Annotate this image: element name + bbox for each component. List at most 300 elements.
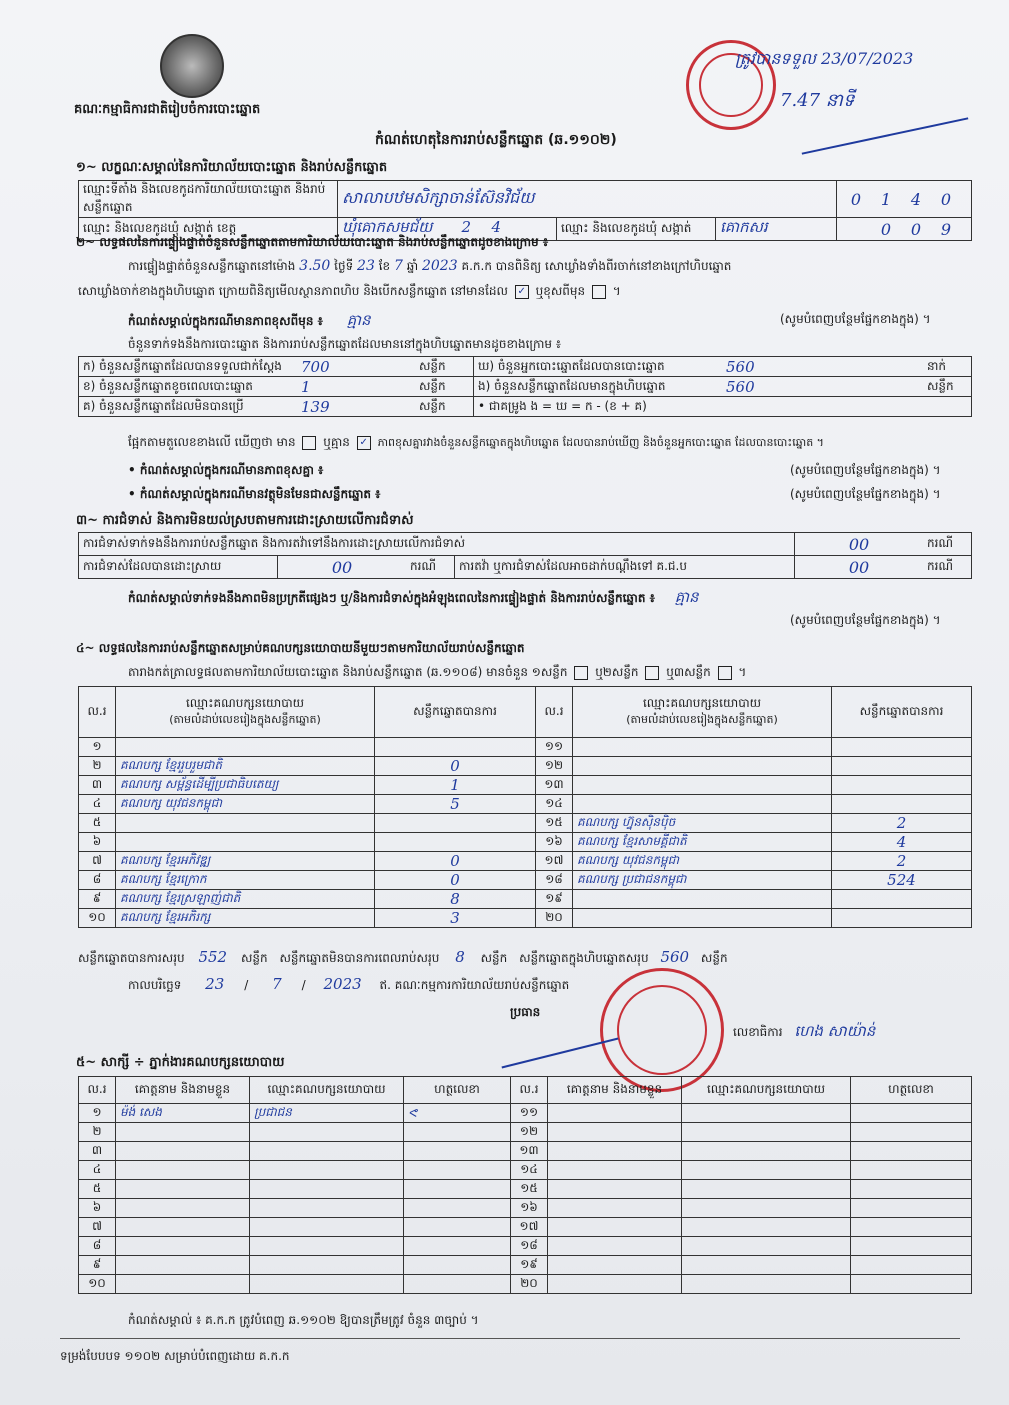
- col-party-left-title: ឈ្មោះគណបក្សនយោបាយ: [185, 696, 305, 710]
- witness-sign: [851, 1104, 972, 1123]
- witness-party: [250, 1161, 404, 1180]
- witness-party: [682, 1161, 851, 1180]
- col-party-right-title: ឈ្មោះគណបក្សនយោបាយ: [642, 696, 762, 710]
- col-party-right: [573, 687, 832, 738]
- total-box-unit: សន្លឹក: [700, 951, 728, 965]
- section1-table: [78, 180, 972, 241]
- commune-label: ឈ្មោះ និងលេខកូដឃុំ សង្កាត់ ខេត្ត: [79, 218, 338, 241]
- w-col-name-right: គោត្តនាម និងនាមខ្លួន: [548, 1077, 682, 1104]
- witness-no: ៥: [79, 1180, 116, 1199]
- section2-fill-hint: (សូមបំពេញបន្ថែមផ្នែកខាងក្នុង) ។: [780, 312, 931, 326]
- witness-party: [250, 1256, 404, 1275]
- objection-row2-unit: ករណី: [406, 556, 455, 579]
- counts-table: [78, 356, 972, 417]
- witness-sign: [404, 1218, 511, 1237]
- result-votes: 0: [375, 871, 536, 890]
- witness-no: ២: [79, 1123, 116, 1142]
- commune-name: ឃុំគោកសមជ័យ: [342, 218, 433, 236]
- total-box: 560: [660, 948, 690, 966]
- result-no: ១៧: [536, 852, 573, 871]
- results-row: [79, 757, 972, 776]
- witness-name: [116, 1123, 250, 1142]
- result-party: [573, 776, 832, 795]
- witness-party: [682, 1180, 851, 1199]
- result-no: ៦: [79, 833, 116, 852]
- witness-party: [250, 1123, 404, 1142]
- secretary-label: លេខាធិការ: [733, 1025, 783, 1039]
- result-votes: [832, 795, 972, 814]
- witness-sign: [851, 1123, 972, 1142]
- result-votes: [375, 738, 536, 757]
- results-row: [79, 776, 972, 795]
- objections-table: [78, 532, 972, 579]
- result-party: [573, 738, 832, 757]
- witness-row: [79, 1275, 972, 1294]
- result-party: [573, 890, 832, 909]
- station-code-1: 0: [850, 189, 862, 209]
- witness-name: [116, 1237, 250, 1256]
- results-row: [79, 795, 972, 814]
- witness-no: ២០: [511, 1275, 548, 1294]
- result-party: គណបក្ស ខ្មែរសាមគ្គីជាតិ: [573, 833, 832, 852]
- witness-row: [79, 1123, 972, 1142]
- committee-label: ឥ. គណៈកម្មការការិយាល័យរាប់សន្លឹកឆ្នោត: [379, 978, 570, 992]
- section3-fill-hint: (សូមបំពេញបន្ថែមផ្នែកខាងក្នុង) ។: [790, 613, 941, 627]
- count-unit-a: សន្លឹក: [415, 357, 474, 377]
- village-code-3: 9: [940, 219, 952, 239]
- result-votes: 3: [375, 909, 536, 928]
- witness-sign: [851, 1180, 972, 1199]
- day-value: 23: [357, 258, 375, 274]
- result-no: ២០: [536, 909, 573, 928]
- result-party: គណបក្ស ខ្មែរក្រោក: [116, 871, 375, 890]
- count-label-c: គ) ចំនួនសន្លឹកឆ្នោតដែលមិនបានប្រើ: [79, 397, 298, 417]
- witness-party: ប្រជាជន: [250, 1104, 404, 1123]
- witness-name: [548, 1180, 682, 1199]
- result-votes: 524: [832, 871, 972, 890]
- result-party: គណបក្ស ខ្មែរអភិវឌ្ឍ: [116, 852, 375, 871]
- witness-no: ៣: [79, 1142, 116, 1161]
- section3-note: [128, 588, 699, 610]
- result-no: ១៨: [536, 871, 573, 890]
- witness-sign: [851, 1142, 972, 1161]
- station-code-3: 4: [910, 189, 922, 209]
- witness-no: ១២: [511, 1123, 548, 1142]
- results-row: [79, 871, 972, 890]
- result-votes: 0: [375, 757, 536, 776]
- witness-no: ១៩: [511, 1256, 548, 1275]
- chair-signature: [502, 1038, 619, 1069]
- witness-sign: [851, 1256, 972, 1275]
- total-box-label: សន្លឹកឆ្នោតក្នុងហិបឆ្នោតសរុប: [519, 951, 649, 965]
- sheet-count-line: តារាងកត់ត្រាលទ្ធផលតាមការិយាល័យបោះឆ្នោត និងរាប់សន្លឹកឆ្នោត (ឆ.១១០៨) មានចំនួន ១សន្លឹក ឬ២សន្លឹក ឬ៣សន្លឹក ។: [128, 665, 747, 679]
- witness-name: [116, 1256, 250, 1275]
- compare-or: ឬគ្មាន: [323, 435, 350, 449]
- count-value-d: 560: [722, 357, 923, 377]
- witness-row: [79, 1142, 972, 1161]
- col-party-right-sub: (តាមលំដាប់លេខរៀងក្នុងសន្លឹកឆ្នោត): [626, 713, 778, 726]
- witness-party: [250, 1142, 404, 1161]
- result-no: ១៣: [536, 776, 573, 795]
- witness-name: [548, 1275, 682, 1294]
- result-party: [573, 909, 832, 928]
- total-invalid-unit: សន្លឹក: [480, 951, 508, 965]
- witness-party: [250, 1275, 404, 1294]
- witness-no: ៨: [79, 1237, 116, 1256]
- secretary-line: [733, 1022, 875, 1044]
- count-unit-d: នាក់: [923, 357, 972, 377]
- checkbox-has-diff[interactable]: [302, 436, 316, 450]
- result-no: ៥: [79, 814, 116, 833]
- bullet-2: • កំណត់សម្គាល់ក្នុងករណីមានវត្ថុមិនមែនជាសន្លឹកឆ្នោត ៖: [128, 487, 381, 501]
- total-valid-unit: សន្លឹក: [240, 951, 268, 965]
- count-unit-b: សន្លឹក: [415, 377, 474, 397]
- footer-divider: [60, 1338, 960, 1339]
- result-party: [573, 795, 832, 814]
- result-votes: [832, 909, 972, 928]
- section2-note-label: កំណត់សម្គាល់ក្នុងករណីមានភាពខុសពីមុន ៖: [128, 314, 323, 328]
- w-col-sign-left: ហត្ថលេខា: [404, 1077, 511, 1104]
- section2-heading: ២~ លទ្ធផលនៃការផ្ទៀងផ្ទាត់ចំនួនសន្លឹកឆ្នោតតាមការិយាល័យបោះឆ្នោត និងរាប់សន្លឹកឆ្នោតដូចខាងក្រោម ៖: [76, 235, 549, 249]
- witness-name: [548, 1256, 682, 1275]
- witness-sign: [851, 1237, 972, 1256]
- checkbox-same[interactable]: ✓: [515, 285, 529, 299]
- date-month: 7: [272, 975, 282, 993]
- witness-sign: ᕙ: [404, 1104, 511, 1123]
- witness-no: ១៣: [511, 1142, 548, 1161]
- footer-note: កំណត់សម្គាល់ ៖ គ.ក.ក ត្រូវបំពេញ ឆ.១១០២ ឱ្យបានត្រឹមត្រូវ ចំនួន ៣ច្បាប់ ។: [128, 1313, 479, 1327]
- witness-name: [548, 1237, 682, 1256]
- col-party-left-sub: (តាមលំដាប់លេខរៀងក្នុងសន្លឹកឆ្នោត): [169, 713, 321, 726]
- result-party: [116, 814, 375, 833]
- col-no-left: ល.រ: [79, 687, 116, 738]
- witness-party: [250, 1237, 404, 1256]
- w-col-no-right: ល.រ: [511, 1077, 548, 1104]
- received-time: 7.47 នាទី: [780, 90, 855, 111]
- result-votes: [375, 814, 536, 833]
- results-row: [79, 833, 972, 852]
- result-party: [116, 738, 375, 757]
- day-label: ថ្ងៃទី: [334, 259, 354, 273]
- witness-row: [79, 1256, 972, 1275]
- witness-sign: [404, 1256, 511, 1275]
- w-col-party-right: ឈ្មោះគណបក្សនយោបាយ: [682, 1077, 851, 1104]
- result-no: ១៥: [536, 814, 573, 833]
- witness-name: [548, 1142, 682, 1161]
- sheet-or2: ឬ២សន្លឹក: [595, 665, 639, 679]
- results-row: [79, 909, 972, 928]
- date-label: កាលបរិច្ឆេទ: [128, 978, 182, 992]
- section2-subheading: ចំនួនទាក់ទងនឹងការបោះឆ្នោត និងការរាប់សន្លឹកឆ្នោតដែលមាននៅក្នុងហិបឆ្នោតមានដូចខាងក្រោម ៖: [128, 337, 562, 351]
- witness-sign: [404, 1123, 511, 1142]
- count-label-e: ង) ចំនួនសន្លឹកឆ្នោតដែលមានក្នុងហិបឆ្នោត: [474, 377, 723, 397]
- line2-text: សោឃ្លាំងចាក់ខាងក្នុងហិបឆ្នោត ក្រោយពិនិត្យមើលស្ថានភាពហិប និងបើកសន្លឹកឆ្នោត នៅមានដែល: [78, 284, 508, 298]
- station-code-4: 0: [940, 189, 952, 209]
- witness-name: [548, 1123, 682, 1142]
- result-party: គណបក្ស ខ្មែរអភិរក្ស: [116, 909, 375, 928]
- bullet1-fill-hint: (សូមបំពេញបន្ថែមផ្នែកខាងក្នុង) ។: [790, 463, 941, 477]
- checkbox-1-sheet[interactable]: [574, 666, 588, 680]
- chair-label: ប្រធាន: [510, 1005, 541, 1019]
- result-no: ៣: [79, 776, 116, 795]
- witness-party: [682, 1256, 851, 1275]
- bullet-1: • កំណត់សម្គាល់ក្នុងករណីមានភាពខុសគ្នា ៖: [128, 463, 324, 477]
- witness-no: ១៨: [511, 1237, 548, 1256]
- top-signature: [802, 117, 969, 154]
- result-votes: 0: [375, 852, 536, 871]
- witness-no: ១៦: [511, 1199, 548, 1218]
- witness-party: [682, 1104, 851, 1123]
- results-table: [78, 686, 972, 928]
- result-votes: 1: [375, 776, 536, 795]
- witness-no: ៧: [79, 1218, 116, 1237]
- result-votes: 2: [832, 852, 972, 871]
- result-party: គណបក្ស សម្ព័ន្ធដើម្បីប្រជាធិបតេយ្យ: [116, 776, 375, 795]
- bullet2-fill-hint: (សូមបំពេញបន្ថែមផ្នែកខាងក្នុង) ។: [790, 487, 941, 501]
- w-col-name-left: គោត្តនាម និងនាមខ្លួន: [116, 1077, 250, 1104]
- line1-rest: គ.ក.ក បានពិនិត្យ សោឃ្លាំងទាំងពីរចាក់នៅខាងក្រៅហិបឆ្នោត: [461, 259, 732, 273]
- result-party: [116, 833, 375, 852]
- witness-no: ១៥: [511, 1180, 548, 1199]
- checkbox-3-sheets[interactable]: [718, 666, 732, 680]
- objection-row2-unit2: ករណី: [923, 556, 972, 579]
- counts-row: [79, 377, 972, 397]
- result-no: ១៦: [536, 833, 573, 852]
- w-col-sign-right: ហត្ថលេខា: [851, 1077, 972, 1104]
- result-no: ១០: [79, 909, 116, 928]
- col-no-right: ល.រ: [536, 687, 573, 738]
- witness-row: [79, 1104, 972, 1123]
- objection-row1-label: ការជំទាស់ទាក់ទងនឹងការរាប់សន្លឹកឆ្នោត និងការតវ៉ាទៅនឹងការដោះស្រាយលើការជំទាស់: [79, 533, 795, 556]
- witness-row: [79, 1199, 972, 1218]
- sheet-or3: ឬ៣សន្លឹក: [666, 665, 711, 679]
- witness-no: ៤: [79, 1161, 116, 1180]
- received-date: ត្រូវបានទទួល 23/07/2023: [735, 49, 914, 68]
- result-votes: [832, 776, 972, 795]
- witness-sign: [851, 1218, 972, 1237]
- witness-no: ១: [79, 1104, 116, 1123]
- result-no: ១១: [536, 738, 573, 757]
- objection-row2-value: 00: [278, 556, 407, 579]
- result-no: ៧: [79, 852, 116, 871]
- org-name: គណៈកម្មាធិការជាតិរៀបចំការបោះឆ្នោត: [74, 102, 261, 117]
- date-day: 23: [205, 975, 225, 993]
- result-no: ៤: [79, 795, 116, 814]
- witness-table: [78, 1076, 972, 1294]
- witness-name: [548, 1161, 682, 1180]
- line2-end: ឬខុសពីមុន: [535, 284, 586, 298]
- totals-line: [78, 948, 972, 968]
- result-party: [573, 757, 832, 776]
- objection-row1-value: 00: [795, 533, 924, 556]
- objection-row1-unit: ករណី: [923, 533, 972, 556]
- result-party: គណបក្ស ខ្មែរស្រឡាញ់ជាតិ: [116, 890, 375, 909]
- month-value: 7: [393, 258, 403, 274]
- village-code-1: 0: [880, 219, 892, 239]
- witness-name: [116, 1161, 250, 1180]
- witness-party: [250, 1199, 404, 1218]
- witness-row: [79, 1180, 972, 1199]
- verification-line-1: [128, 258, 731, 276]
- time-value: 3.50: [299, 258, 331, 274]
- witness-no: ១១: [511, 1104, 548, 1123]
- count-label-d: ឃ) ចំនួនអ្នកបោះឆ្នោតដែលបានបោះឆ្នោត: [474, 357, 723, 377]
- section3-note-value: គ្មាន: [674, 588, 699, 606]
- village-code: [837, 218, 972, 241]
- witness-sign: [404, 1199, 511, 1218]
- witness-no: ៦: [79, 1199, 116, 1218]
- result-no: ៨: [79, 871, 116, 890]
- count-label-b: ខ) ចំនួនសន្លឹកឆ្នោតខូចពេលបោះឆ្នោត: [79, 377, 298, 397]
- result-no: ១២: [536, 757, 573, 776]
- station-value: សាលាបឋមសិក្សាចាន់ស៊ែនវិជ័យ: [338, 181, 837, 218]
- station-code-2: 1: [880, 189, 892, 209]
- sheet-text: តារាងកត់ត្រាលទ្ធផលតាមការិយាល័យបោះឆ្នោត និងរាប់សន្លឹកឆ្នោត (ឆ.១១០៨) មានចំនួន ១សន្លឹក: [128, 665, 568, 679]
- form-id: ទម្រង់បែបបទ ១១០២ សម្រាប់បំពេញដោយ គ.ក.ក: [60, 1349, 290, 1363]
- village-code-2: 0: [910, 219, 922, 239]
- objection-row2-label2: ការតវ៉ា ឬការជំទាស់ដែលអាចដាក់បណ្តឹងទៅ គ.ជ.ប: [455, 556, 795, 579]
- station-label: ឈ្មោះទីតាំង និងលេខកូដការិយាល័យបោះឆ្នោត និងរាប់សន្លឹកឆ្នោត: [79, 181, 338, 218]
- w-col-no-left: ល.រ: [79, 1077, 116, 1104]
- witness-row: [79, 1237, 972, 1256]
- total-valid: 552: [198, 948, 228, 966]
- compare-line: [128, 434, 824, 452]
- result-votes: [832, 890, 972, 909]
- total-valid-label: សន្លឹកឆ្នោតបានការសរុប: [78, 951, 185, 965]
- witness-no: ១០: [79, 1275, 116, 1294]
- count-value-c: 139: [297, 397, 415, 417]
- section2-note-value: គ្មាន: [346, 311, 371, 329]
- witness-party: [682, 1142, 851, 1161]
- witness-no: ៩: [79, 1256, 116, 1275]
- witness-name: ម៉ង់ សេង: [116, 1104, 250, 1123]
- result-party: គណបក្ស ហ្វ៊ុនស៊ិនប៉ិច: [573, 814, 832, 833]
- witness-name: [548, 1218, 682, 1237]
- year-label: ឆ្នាំ: [406, 259, 419, 273]
- witness-name: [116, 1218, 250, 1237]
- counts-row: [79, 357, 972, 377]
- witness-name: [116, 1180, 250, 1199]
- witness-name: [548, 1199, 682, 1218]
- witness-sign: [404, 1161, 511, 1180]
- date-line: កាលបរិច្ឆេទ 23 / 7 / 2023 ឥ. គណៈកម្មការការិយាល័យរាប់សន្លឹកឆ្នោត: [128, 975, 570, 993]
- count-unit-c: សន្លឹក: [415, 397, 474, 417]
- witness-sign: [404, 1275, 511, 1294]
- witness-name: [116, 1142, 250, 1161]
- witness-party: [250, 1218, 404, 1237]
- compare-text: ផ្អែកតាមតួលេខខាងលើ ឃើញថា មាន: [128, 435, 296, 449]
- result-no: ១៩: [536, 890, 573, 909]
- year-value: 2023: [421, 258, 458, 274]
- section3-heading: ៣~ ការជំទាស់ និងការមិនយល់ស្របតាមការដោះស្រាយលើការជំទាស់: [76, 513, 414, 528]
- section3-note-label: កំណត់សម្គាល់ទាក់ទងនឹងភាពមិនប្រក្រតីផ្សេងៗ ឬ/និងការជំទាស់ក្នុងអំឡុងពេលនៃការផ្ទៀងផ្ទាត់ និងការរាប់សន្លឹកឆ្នោត ៖: [128, 591, 655, 605]
- count-value-e: 560: [722, 377, 923, 397]
- result-votes: [375, 833, 536, 852]
- result-no: ១: [79, 738, 116, 757]
- witness-no: ១៧: [511, 1218, 548, 1237]
- section4-heading: ៤~ លទ្ធផលនៃការរាប់សន្លឹកឆ្នោតសម្រាប់គណបក្សនយោបាយនីមួយៗតាមការិយាល័យរាប់សន្លឹកឆ្នោត: [76, 641, 525, 655]
- village-label: ឈ្មោះ និងលេខកូដឃុំ សង្កាត់: [557, 218, 716, 241]
- count-value-a: 700: [297, 357, 415, 377]
- page-title: កំណត់ហេតុនៃការរាប់សន្លឹកឆ្នោត (ឆ.១១០២): [375, 132, 617, 148]
- checkbox-no-diff[interactable]: ✓: [357, 436, 371, 450]
- witness-sign: [404, 1237, 511, 1256]
- result-votes: 5: [375, 795, 536, 814]
- col-votes-left: សន្លឹកឆ្នោតបានការ: [375, 687, 536, 738]
- witness-name: [116, 1199, 250, 1218]
- col-votes-right: សន្លឹកឆ្នោតបានការ: [832, 687, 972, 738]
- witness-sign: [851, 1199, 972, 1218]
- month-label: ខែ: [378, 259, 391, 273]
- witness-party: [682, 1218, 851, 1237]
- witness-party: [682, 1123, 851, 1142]
- section2-note: [128, 311, 371, 333]
- result-party: គណបក្ស យុវជនកម្ពុជា: [573, 852, 832, 871]
- checkbox-different[interactable]: [592, 285, 606, 299]
- result-no: ២: [79, 757, 116, 776]
- official-stamp-bottom: [600, 968, 724, 1092]
- witness-party: [682, 1275, 851, 1294]
- section5-heading: ៥~ សាក្សី ÷ ភ្នាក់ងារគណបក្សនយោបាយ: [76, 1055, 285, 1070]
- result-votes: 4: [832, 833, 972, 852]
- verification-line-2: សោឃ្លាំងចាក់ខាងក្នុងហិបឆ្នោត ក្រោយពិនិត្យមើលស្ថានភាពហិប និងបើកសន្លឹកឆ្នោត នៅមានដែល ✓ ឬខុសពីមុន ។: [78, 284, 621, 298]
- secretary-name: ហេង សាយ៉ាន់: [794, 1022, 876, 1040]
- checkbox-2-sheets[interactable]: [645, 666, 659, 680]
- count-value-b: 1: [297, 377, 415, 397]
- witness-party: [682, 1237, 851, 1256]
- result-party: គណបក្ស ប្រជាជនកម្ពុជា: [573, 871, 832, 890]
- compare-rest: ភាពខុសគ្នារវាងចំនួនសន្លឹកឆ្នោតក្នុងហិបឆ្នោត ដែលបានរាប់ឃើញ និងចំនួនអ្នកបោះឆ្នោត ដែលបានបោះឆ្នោត ។: [377, 436, 824, 449]
- witness-party: [250, 1180, 404, 1199]
- results-row: [79, 890, 972, 909]
- witness-party: [682, 1199, 851, 1218]
- formula: • ជាគម្រូង ង = ឃ = ក - (ខ + គ): [474, 397, 972, 417]
- witness-row: [79, 1161, 972, 1180]
- witness-name: [116, 1275, 250, 1294]
- count-label-a: ក) ចំនួនសន្លឹកឆ្នោតដែលបានទទួលជាក់ស្តែង: [79, 357, 298, 377]
- count-unit-e: សន្លឹក: [923, 377, 972, 397]
- witness-name: [548, 1104, 682, 1123]
- objection-row2-value2: 00: [795, 556, 924, 579]
- witness-sign: [404, 1142, 511, 1161]
- village-value: គោកសរ: [716, 218, 837, 241]
- witness-no: ១៤: [511, 1161, 548, 1180]
- total-invalid: 8: [455, 948, 465, 966]
- emblem-logo: [160, 34, 224, 98]
- results-row: [79, 738, 972, 757]
- objection-row2-label: ការជំទាស់ដែលបានដោះស្រាយ: [79, 556, 278, 579]
- results-row: [79, 852, 972, 871]
- commune-code-2: 4: [491, 218, 502, 236]
- result-no: ១៤: [536, 795, 573, 814]
- date-year: 2023: [323, 975, 362, 993]
- witness-row: [79, 1218, 972, 1237]
- result-party: គណបក្ស ខ្មែររួបរួមជាតិ: [116, 757, 375, 776]
- results-row: [79, 814, 972, 833]
- total-invalid-label: សន្លឹកឆ្នោតមិនបានការពេលរាប់សរុប: [279, 951, 440, 965]
- w-col-party-left: ឈ្មោះគណបក្សនយោបាយ: [250, 1077, 404, 1104]
- station-code: [837, 181, 972, 218]
- time-label: ការផ្ទៀងផ្ទាត់ចំនួនសន្លឹកឆ្នោតនៅម៉ោង: [128, 259, 296, 273]
- witness-sign: [404, 1180, 511, 1199]
- result-votes: [832, 757, 972, 776]
- section1-heading: ១~ លក្ខណៈសម្គាល់នៃការិយាល័យបោះឆ្នោត និងរាប់សន្លឹកឆ្នោត: [76, 160, 388, 175]
- witness-sign: [851, 1161, 972, 1180]
- result-no: ៩: [79, 890, 116, 909]
- result-party: គណបក្ស យុវជនកម្ពុជា: [116, 795, 375, 814]
- result-votes: 8: [375, 890, 536, 909]
- result-votes: [832, 738, 972, 757]
